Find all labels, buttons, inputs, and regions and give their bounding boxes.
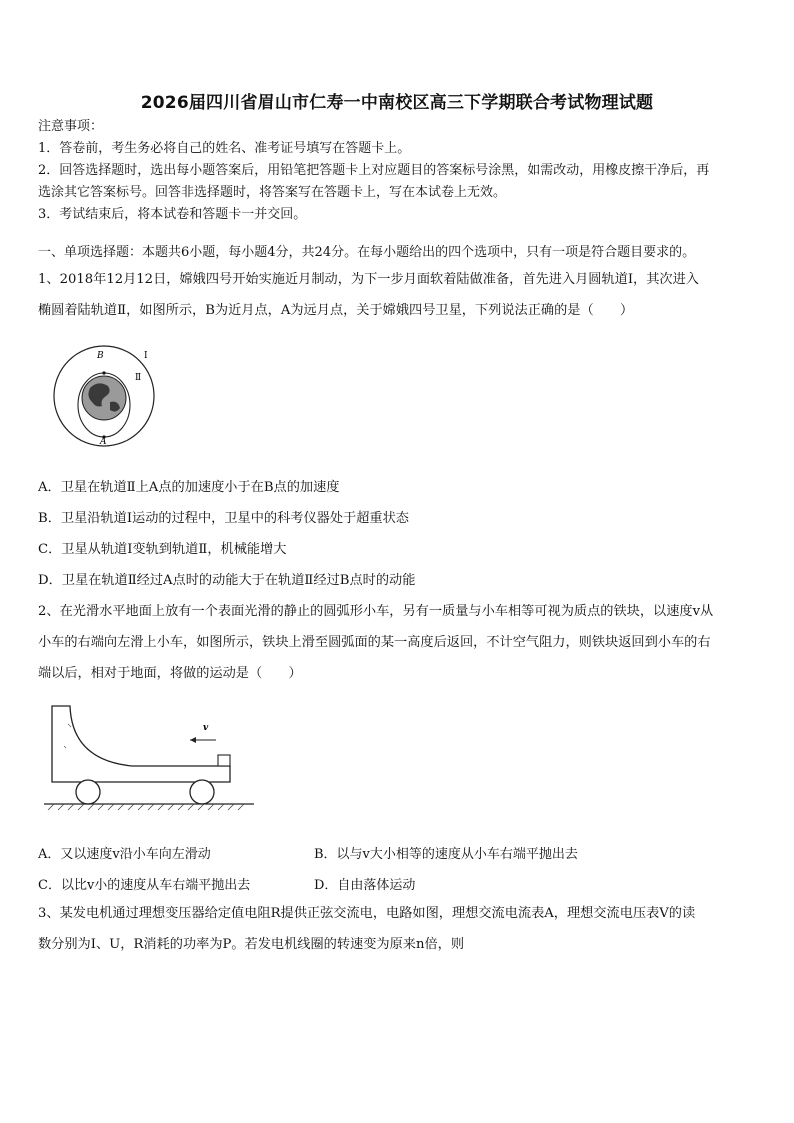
label-b: B [97, 351, 104, 361]
moon-icon [82, 376, 126, 420]
q2-option-d[interactable]: D．自由落体运动 [314, 878, 416, 893]
question-2-line: 小车的右端向左滑上小车，如图所示，铁块上滑至圆弧面的某一高度后返回，不计空气阻力，则铁块返回到小车的右 [38, 635, 711, 650]
q1-option-d[interactable]: D．卫星在轨道Ⅱ经过A点时的动能大于在轨道Ⅱ经过B点时的动能 [38, 573, 416, 588]
question-1-line: 椭圆着陆轨道Ⅱ，如图所示，B为近月点，A为远月点，关于嫦娥四号卫星，下列说法正确的是（ ） [38, 303, 634, 318]
notice-item: 3．考试结束后，将本试卷和答题卡一并交回。 [38, 207, 307, 222]
ground-hatching [48, 804, 244, 810]
cart-diagram [40, 700, 290, 818]
question-3-line: 数分别为I、U，R消耗的功率为P。若发电机线圈的转速变为原来n倍，则 [38, 937, 465, 952]
wheel-left [76, 780, 100, 804]
section-heading: 一、单项选择题：本题共6小题，每小题4分，共24分。在每小题给出的四个选项中，只有一项是符合题目要求的。 [38, 245, 696, 260]
cart-body [52, 706, 230, 782]
orbit-diagram [50, 344, 160, 450]
question-2-line: 端以后，相对于地面，将做的运动是（ ） [38, 666, 302, 681]
iron-block [218, 755, 230, 766]
label-a: A [100, 437, 107, 447]
wheel-right [190, 780, 214, 804]
q1-option-a[interactable]: A．卫星在轨道Ⅱ上A点的加速度小于在B点的加速度 [38, 480, 340, 495]
question-2-line: 2、在光滑水平地面上放有一个表面光滑的静止的圆弧形小车，另有一质量与小车相等可视为质点的铁块，以速度v从 [38, 604, 714, 619]
q2-option-b[interactable]: B．以与v大小相等的速度从小车右端平抛出去 [314, 847, 578, 862]
page-title: 2026届四川省眉山市仁寿一中南校区高三下学期联合考试物理试题 [140, 93, 654, 113]
question-3-line: 3、某发电机通过理想变压器给定值电阻R提供正弦交流电，电路如图，理想交流电流表A，理想交流电压表V的读 [38, 906, 696, 921]
velocity-label: v [203, 723, 209, 733]
question-1-line: 1、2018年12月12日，嫦娥四号开始实施近月制动，为下一步月面软着陆做准备，首先进入月圆轨道Ⅰ，其次进入 [38, 272, 699, 287]
label-orbit-2: Ⅱ [135, 373, 142, 383]
notice-item: 2．回答选择题时，选出每小题答案后，用铅笔把答题卡上对应题目的答案标号涂黑，如需改动，用橡皮擦干净后，再 [38, 163, 710, 178]
notice-item: 选涂其它答案标号。回答非选择题时，将答案写在答题卡上，写在本试卷上无效。 [38, 185, 507, 200]
arrow-head-icon [190, 737, 196, 743]
q2-option-a[interactable]: A．又以速度v沿小车向左滑动 [38, 847, 211, 862]
q2-option-c[interactable]: C．以比v小的速度从车右端平抛出去 [38, 878, 251, 893]
q1-option-c[interactable]: C．卫星从轨道Ⅰ变轨到轨道Ⅱ，机械能增大 [38, 542, 287, 557]
q1-option-b[interactable]: B．卫星沿轨道Ⅰ运动的过程中，卫星中的科考仪器处于超重状态 [38, 511, 409, 526]
notice-item: 1．答卷前，考生务必将自己的姓名、准考证号填写在答题卡上。 [38, 141, 411, 156]
label-orbit-1: Ⅰ [144, 351, 148, 361]
notice-heading: 注意事项： [38, 119, 104, 134]
point-b-dot [102, 371, 105, 374]
